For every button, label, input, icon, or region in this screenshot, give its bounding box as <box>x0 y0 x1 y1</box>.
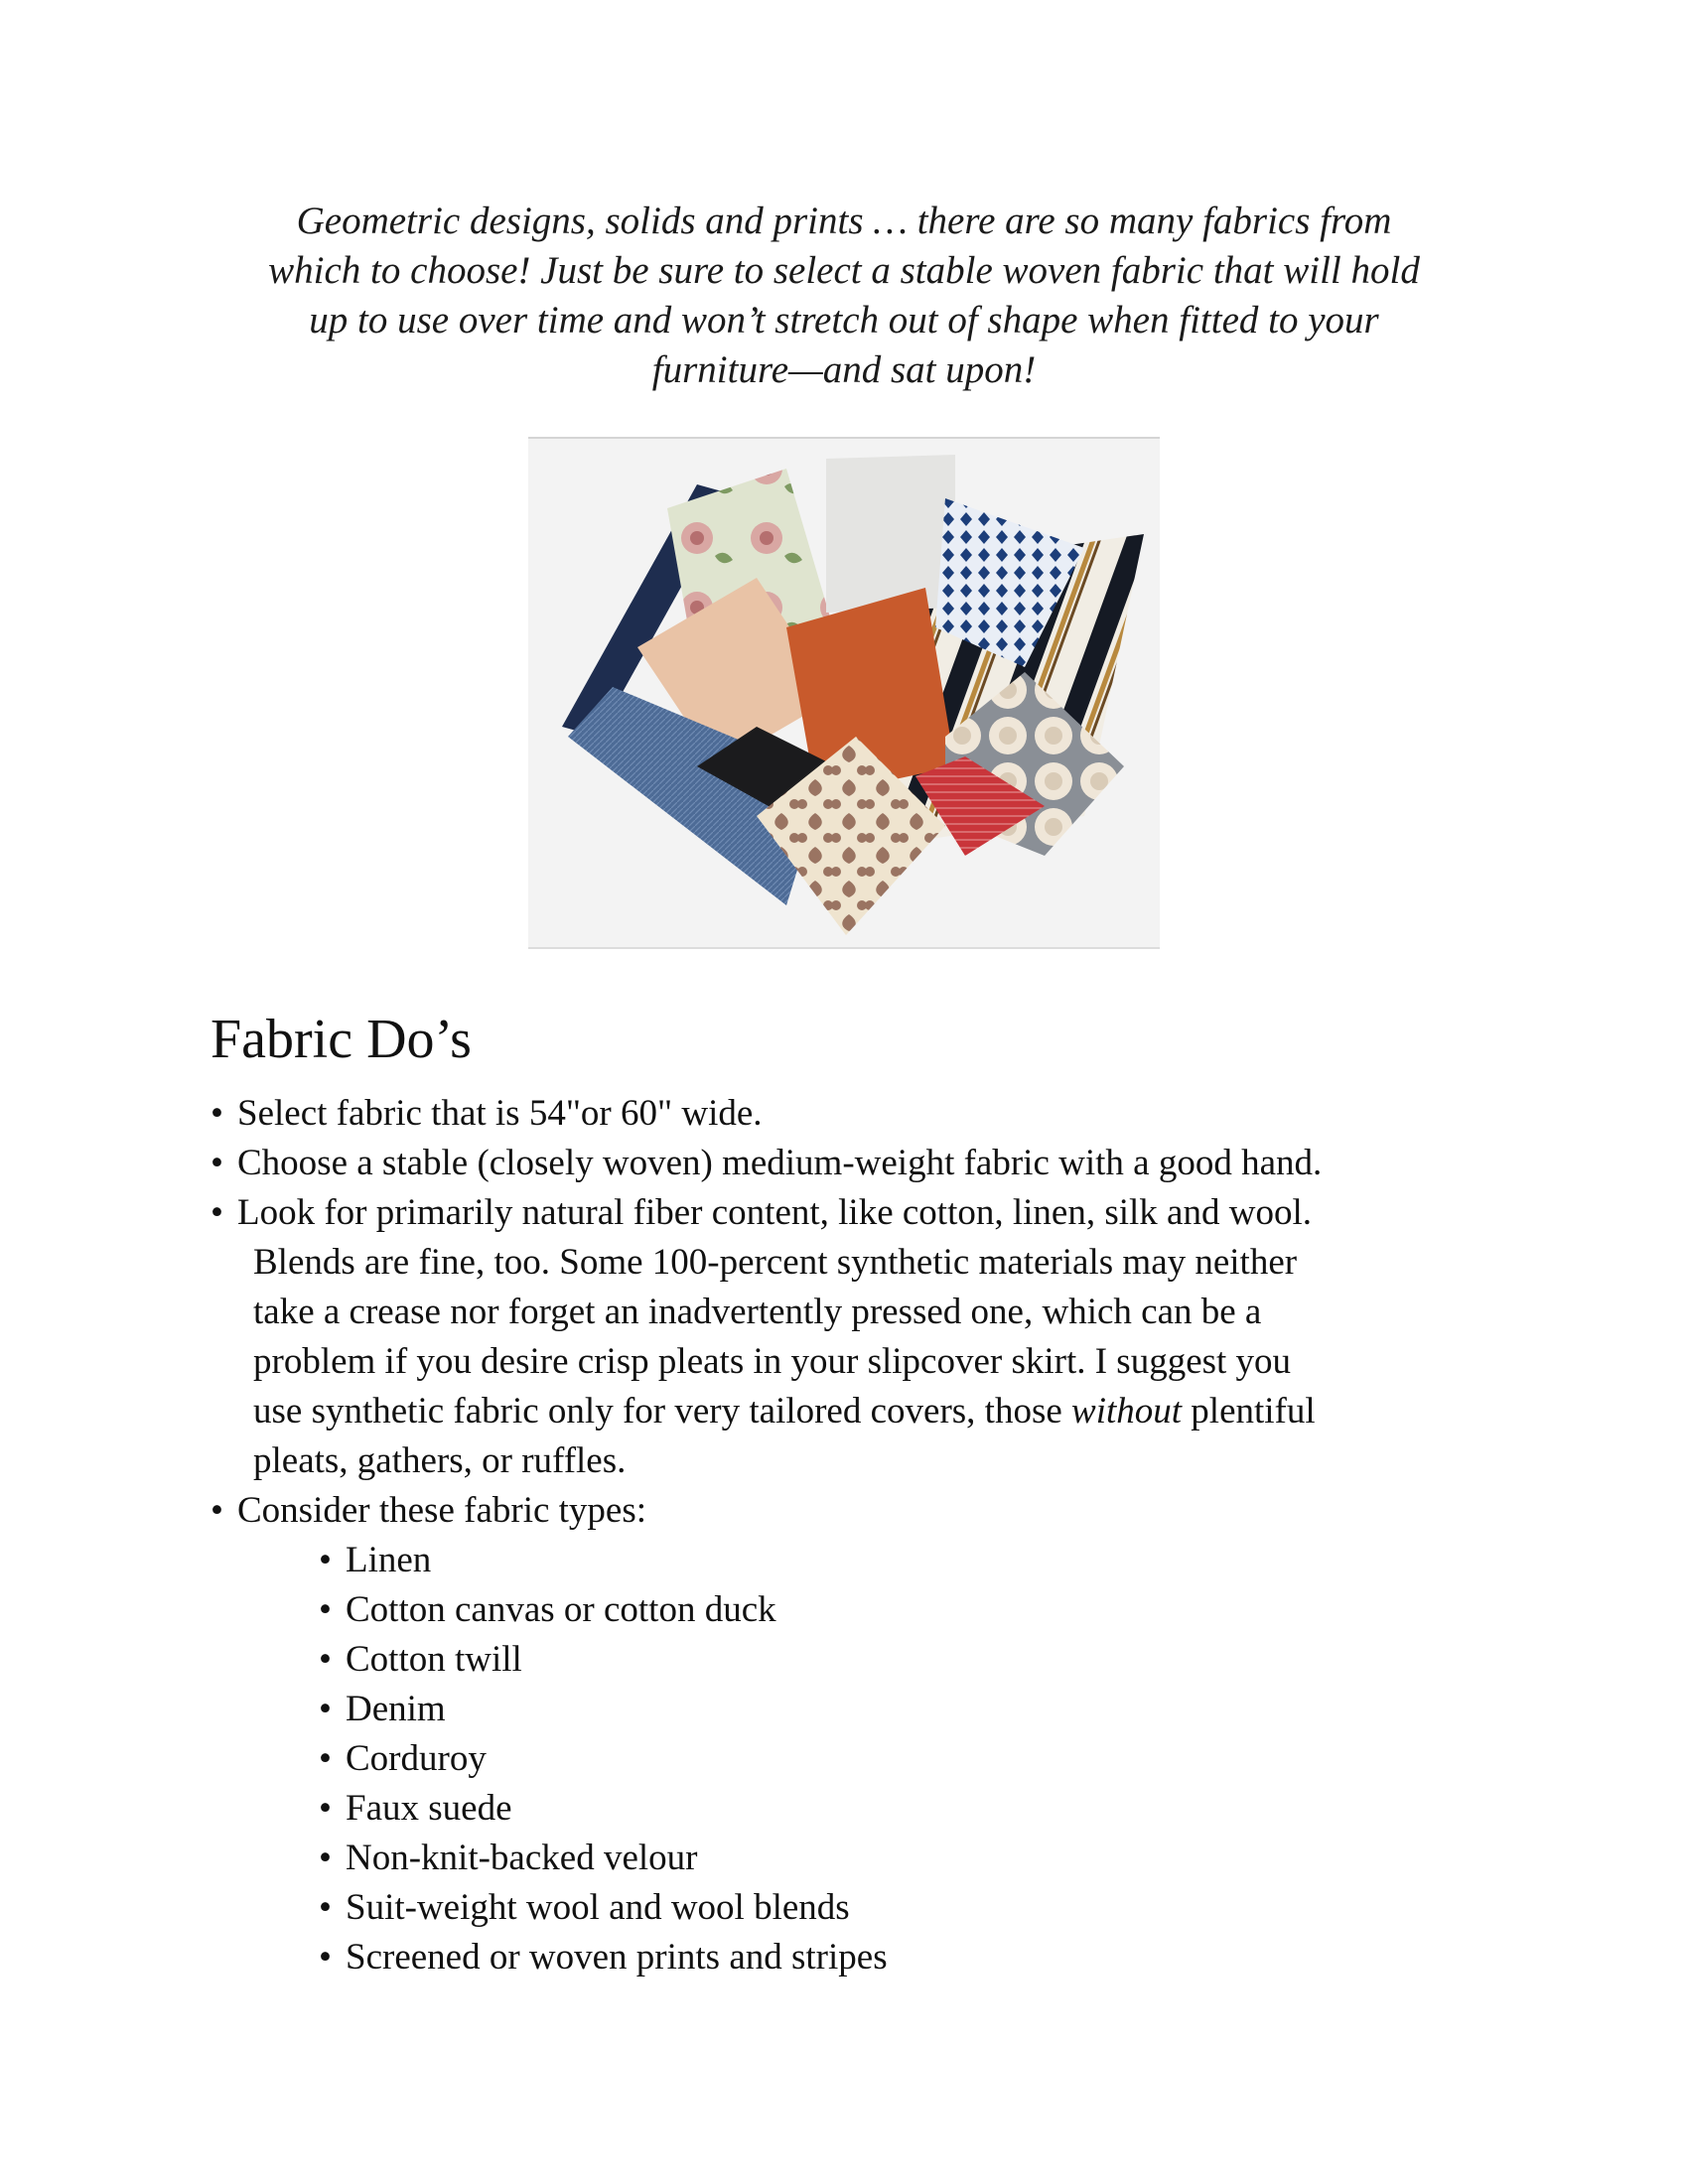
intro-line: Geometric designs, solids and prints … there are so many fabrics from <box>296 200 1392 242</box>
list-item <box>211 1139 1501 1188</box>
bullet: • <box>319 1540 332 1580</box>
fabric-type-item <box>319 1883 1501 1933</box>
fabric-type-text: Suit-weight wool and wool blends <box>346 1887 850 1928</box>
intro-paragraph <box>199 197 1489 395</box>
intro-line: which to choose! Just be sure to select a stable woven fabric that will hold <box>268 249 1420 292</box>
list-item-continuation: pleats, gathers, or ruffles. <box>253 1440 627 1481</box>
fabric-type-text: Cotton canvas or cotton duck <box>346 1589 776 1630</box>
bullet: • <box>319 1639 332 1680</box>
fabric-type-text: Denim <box>346 1689 446 1729</box>
list-item <box>211 1089 1501 1139</box>
fabric-swatches-photo <box>528 437 1160 949</box>
bullet: • <box>211 1192 223 1233</box>
bullet: • <box>319 1689 332 1729</box>
bullet: • <box>319 1887 332 1928</box>
intro-line: up to use over time and won’t stretch out of shape when fitted to your <box>309 299 1379 341</box>
bullet: • <box>211 1093 223 1134</box>
list-item-text: Select fabric that is 54"or 60" wide. <box>237 1093 763 1134</box>
bullet: • <box>319 1937 332 1978</box>
bullet: • <box>211 1490 223 1531</box>
fabric-type-text: Linen <box>346 1540 432 1580</box>
fabric-type-item <box>319 1784 1501 1834</box>
fabric-type-text: Faux suede <box>346 1788 512 1829</box>
fabric-type-item <box>319 1536 1501 1585</box>
fabric-type-text: Non-knit-backed velour <box>346 1838 698 1878</box>
emphasis-text: without <box>1071 1391 1183 1432</box>
fabric-type-text: Corduroy <box>346 1738 487 1779</box>
fabric-type-text: Cotton twill <box>346 1639 522 1680</box>
fabric-type-item <box>319 1933 1501 1982</box>
fabric-type-item <box>319 1834 1501 1883</box>
list-item-continuation: Blends are fine, too. Some 100-percent synthetic materials may neither <box>253 1242 1298 1283</box>
list-item-text: Look for primarily natural fiber content, like cotton, linen, silk and wool. <box>237 1192 1312 1233</box>
bullet: • <box>319 1838 332 1878</box>
section-heading: Fabric Do’s <box>211 1009 472 1070</box>
fabric-type-item <box>319 1585 1501 1635</box>
fabric-types-list <box>237 1536 1501 1982</box>
bullet: • <box>319 1788 332 1829</box>
fabric-type-item <box>319 1635 1501 1685</box>
fabric-type-item <box>319 1685 1501 1734</box>
list-item-text: Consider these fabric types: <box>237 1490 647 1531</box>
bullet: • <box>319 1738 332 1779</box>
continuation-text: plentiful <box>1191 1391 1316 1432</box>
continuation-text: use synthetic fabric only for very tailored covers, those <box>253 1391 1062 1432</box>
list-item <box>211 1486 1501 1982</box>
intro-line: furniture—and sat upon! <box>651 348 1037 391</box>
list-item-text: Choose a stable (closely woven) medium-weight fabric with a good hand. <box>237 1143 1323 1183</box>
fabric-type-item <box>319 1734 1501 1784</box>
bullet: • <box>211 1143 223 1183</box>
list-item-continuation: problem if you desire crisp pleats in your slipcover skirt. I suggest you <box>253 1341 1292 1382</box>
list-item-continuation: take a crease nor forget an inadvertently pressed one, which can be a <box>253 1292 1262 1332</box>
list-item-continuation <box>237 1387 1501 1436</box>
fabric-type-text: Screened or woven prints and stripes <box>346 1937 888 1978</box>
bullet: • <box>319 1589 332 1630</box>
fabric-dos-list <box>211 1089 1501 1982</box>
list-item <box>211 1188 1501 1486</box>
